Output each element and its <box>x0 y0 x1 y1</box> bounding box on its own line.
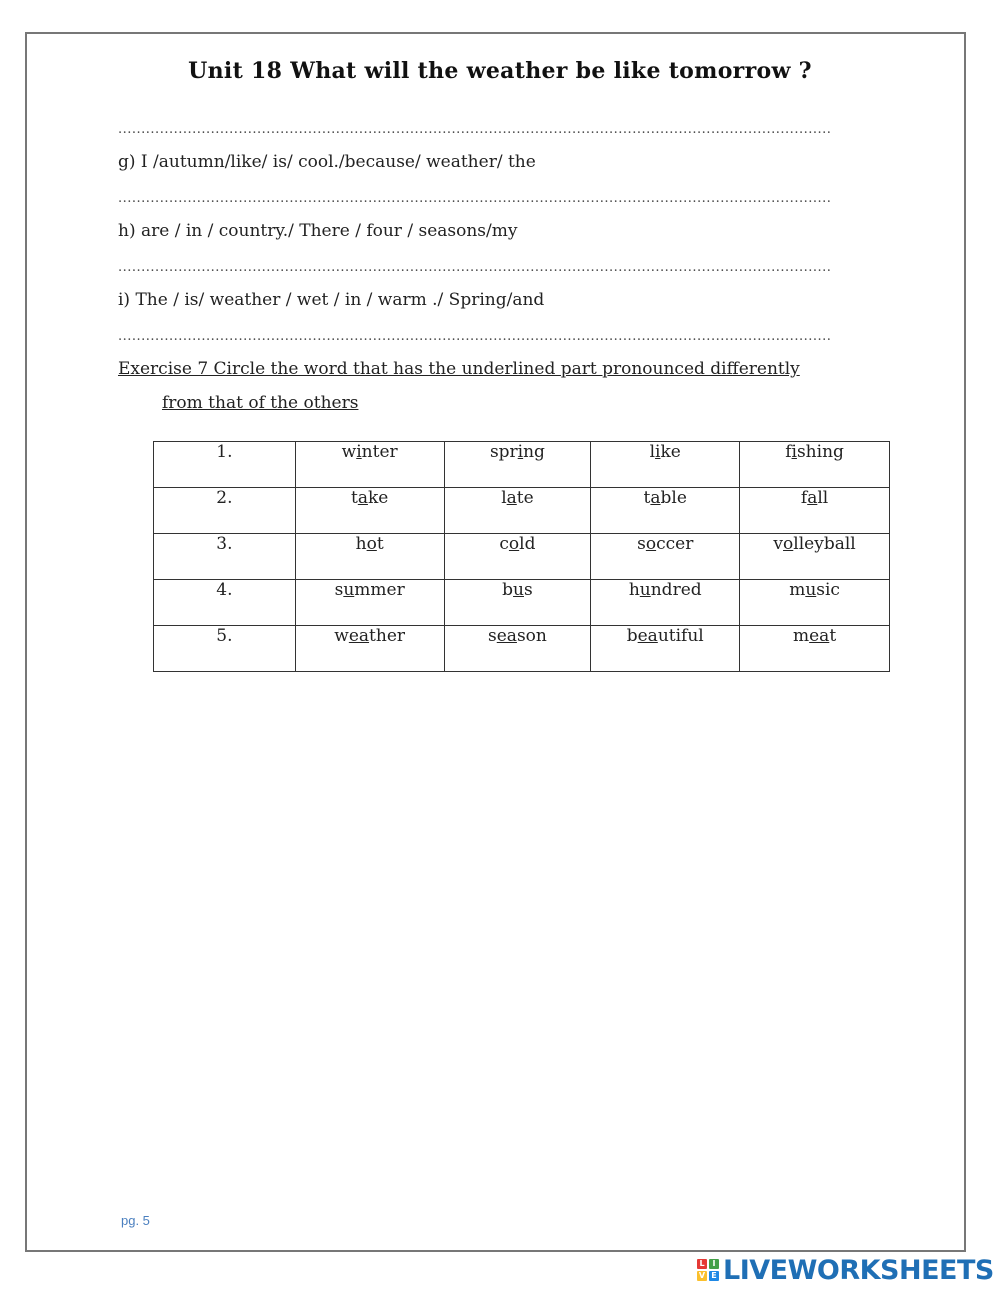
word-option[interactable] <box>444 534 591 580</box>
brand-name: LIVEWORKSHEETS <box>723 1254 994 1286</box>
question-g: g) I /autumn/like/ is/ cool./because/ weather/ the <box>118 152 536 172</box>
underlined-part: i <box>356 442 362 462</box>
underlined-part: a <box>650 488 661 508</box>
word-text: music <box>789 580 840 600</box>
underlined-part: i <box>655 442 661 462</box>
word-option[interactable] <box>740 488 890 534</box>
word-option[interactable] <box>295 442 444 488</box>
word-option[interactable] <box>740 626 890 672</box>
answer-line[interactable]: .......................................................................................................................................................... <box>118 329 832 344</box>
exercise-heading-cont: from that of the others <box>162 393 359 413</box>
word-text: hot <box>355 534 384 554</box>
underlined-part: ea <box>637 626 658 646</box>
underlined-part: ea <box>809 626 830 646</box>
word-option[interactable] <box>444 626 591 672</box>
liveworksheets-logo-icon <box>697 1259 719 1281</box>
logo-square: V <box>698 1271 706 1280</box>
question-i: i) The / is/ weather / wet / in / warm ./ Spring/and <box>118 290 545 310</box>
word-text: meat <box>792 626 837 646</box>
underlined-part: u <box>343 580 355 600</box>
underlined-part: u <box>805 580 817 600</box>
underlined-part: ea <box>496 626 517 646</box>
table-row <box>154 534 890 580</box>
logo-square: I <box>709 1259 719 1269</box>
answer-line[interactable]: .......................................................................................................................................................... <box>118 260 832 275</box>
word-option[interactable] <box>295 626 444 672</box>
logo-square: E <box>709 1271 719 1281</box>
table-row <box>154 488 890 534</box>
word-text: summer <box>334 580 405 600</box>
word-text: table <box>643 488 687 508</box>
word-option[interactable] <box>740 442 890 488</box>
word-option[interactable] <box>295 534 444 580</box>
row-number: 4. <box>154 580 296 626</box>
underlined-part: a <box>506 488 517 508</box>
exercise-heading: Exercise 7 Circle the word that has the underlined part pronounced differently <box>118 359 800 379</box>
answer-line[interactable]: .......................................................................................................................................................... <box>118 191 832 206</box>
underlined-part: o <box>366 534 377 554</box>
word-option[interactable] <box>444 442 591 488</box>
word-option[interactable] <box>444 580 591 626</box>
word-option[interactable] <box>591 488 740 534</box>
word-option[interactable] <box>591 580 740 626</box>
word-option[interactable] <box>740 534 890 580</box>
word-text: fishing <box>785 442 844 462</box>
row-number: 2. <box>154 488 296 534</box>
table-row <box>154 626 890 672</box>
word-text: take <box>350 488 389 508</box>
row-number: 3. <box>154 534 296 580</box>
word-text: soccer <box>637 534 694 554</box>
underlined-part: o <box>645 534 657 554</box>
word-option[interactable] <box>444 488 591 534</box>
underlined-part: u <box>513 580 524 600</box>
table-row <box>154 580 890 626</box>
word-option[interactable] <box>591 626 740 672</box>
underlined-part: a <box>807 488 818 508</box>
word-text: bus <box>502 580 533 600</box>
answer-line[interactable]: .......................................................................................................................................................... <box>118 122 832 137</box>
word-option[interactable] <box>591 442 740 488</box>
word-text: hundred <box>628 580 702 600</box>
page-title: Unit 18 What will the weather be like tomorrow ? <box>188 58 812 84</box>
logo-square: L <box>697 1259 707 1269</box>
table-row <box>154 442 890 488</box>
word-text: volleyball <box>773 534 856 554</box>
word-text: fall <box>800 488 829 508</box>
underlined-part: u <box>639 580 651 600</box>
word-option[interactable] <box>295 488 444 534</box>
word-text: beautiful <box>626 626 704 646</box>
underlined-part: a <box>357 488 368 508</box>
underlined-part: i <box>791 442 797 462</box>
word-text: season <box>488 626 547 646</box>
word-text: cold <box>499 534 536 554</box>
page-number: pg. 5 <box>121 1213 150 1228</box>
question-h: h) are / in / country./ There / four / seasons/my <box>118 221 518 241</box>
word-text: weather <box>334 626 406 646</box>
underlined-part: o <box>508 534 520 554</box>
word-text: spring <box>489 442 545 462</box>
underlined-part: o <box>783 534 794 554</box>
word-text: late <box>501 488 534 508</box>
pronunciation-table <box>153 441 890 672</box>
word-option[interactable] <box>591 534 740 580</box>
word-option[interactable] <box>740 580 890 626</box>
row-number: 5. <box>154 626 296 672</box>
word-option[interactable] <box>295 580 444 626</box>
underlined-part: ea <box>348 626 370 646</box>
row-number: 1. <box>154 442 296 488</box>
word-text: like <box>649 442 681 462</box>
word-text: winter <box>341 442 398 462</box>
underlined-part: i <box>517 442 524 462</box>
liveworksheets-brand <box>697 1255 994 1285</box>
